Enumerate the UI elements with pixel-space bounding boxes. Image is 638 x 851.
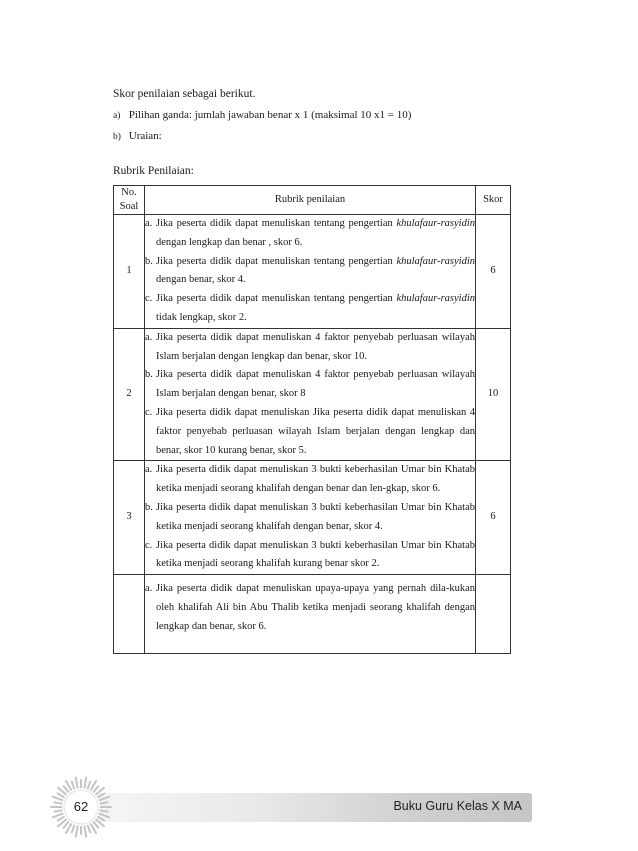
header-no-line1: No. [121, 187, 137, 198]
criteria-text [156, 253, 475, 291]
criteria-text: Jika peserta didik dapat menuliskan 3 bukti keberhasilan Umar bin Khatab ketika menjadi seorang khalifah kurang benar skor 2. [156, 539, 475, 570]
criteria-mark: a. [145, 464, 153, 476]
page-number-badge [50, 776, 112, 838]
criteria-text-main: Jika peserta didik dapat menuliskan tentang pengertian [156, 293, 397, 305]
criteria-mark: b. [145, 369, 153, 381]
header-no-soal [114, 186, 145, 215]
table-row [114, 328, 511, 461]
header-skor: Skor [476, 186, 511, 215]
criteria-item [145, 215, 475, 253]
criteria-text: Jika peserta didik dapat menuliskan Jika peserta didik dapat menuliskan 4 faktor penyebab perluasan wilayah Islam berjalan dengan lengkap dan benar, skor 10 kurang benar, skor 5. [156, 406, 475, 456]
criteria-item [145, 461, 475, 499]
item-label: a) [113, 111, 121, 121]
table-row [114, 575, 511, 653]
criteria-item [145, 499, 475, 537]
criteria-mark: c. [145, 293, 153, 305]
scoring-item-essay [113, 126, 533, 147]
criteria-mark: c. [145, 406, 153, 418]
question-number: 1 [114, 215, 145, 329]
criteria-mark: c. [145, 539, 153, 551]
score-value [476, 575, 511, 653]
item-label: b) [113, 132, 121, 142]
rubric-title: Rubrik Penilaian: [113, 165, 194, 177]
score-value: 10 [476, 328, 511, 461]
header-rubrik: Rubrik penilaian [145, 186, 476, 215]
criteria-term: khulafaur-rasyidin [396, 218, 475, 229]
footer-bar [74, 793, 532, 822]
criteria-item [145, 404, 475, 460]
scoring-item-multiple-choice [113, 105, 533, 126]
criteria-item [145, 290, 475, 328]
criteria-text: Jika peserta didik dapat menuliskan 3 bukti keberhasilan Umar bin Khatab ketika menjadi seorang khalifah dengan benar dan len-gkap, skor 6. [156, 464, 475, 495]
header-no-line2: Soal [119, 201, 139, 212]
criteria-mark: b. [145, 501, 153, 513]
criteria-item [145, 366, 475, 404]
intro-section [113, 84, 533, 147]
criteria-item [145, 537, 475, 575]
criteria-cell [145, 328, 476, 461]
question-number: 2 [114, 328, 145, 461]
criteria-cell [145, 461, 476, 575]
criteria-text: Jika peserta didik dapat menuliskan 3 bukti keberhasilan Umar bin Khatab ketika menjadi seorang khalifah dengan benar, skor 4. [156, 501, 475, 532]
criteria-cell [145, 575, 476, 653]
criteria-text: Jika peserta didik dapat menuliskan upaya-upaya yang pernah dila-kukan oleh khalifah Ali bin Abu Thalib ketika menjadi seorang khalifah dengan lengkap dan benar, skor 6. [156, 583, 475, 632]
question-number [114, 575, 145, 653]
score-value: 6 [476, 215, 511, 329]
criteria-term: khulafaur-rasyidin [396, 293, 475, 305]
rubric-table [113, 185, 511, 654]
criteria-item [145, 580, 475, 636]
table-header-row [114, 186, 511, 215]
criteria-mark: a. [145, 331, 153, 343]
criteria-text [156, 290, 475, 328]
criteria-text: Jika peserta didik dapat menuliskan 4 faktor penyebab perluasan wilayah Islam berjalan dengan benar, skor 8 [156, 369, 475, 400]
table-row [114, 461, 511, 575]
criteria-text-main: Jika peserta didik dapat menuliskan tentang pengertian [156, 218, 397, 229]
criteria-text: Jika peserta didik dapat menuliskan 4 faktor penyebab perluasan wilayah Islam berjalan dengan lengkap dan benar, skor 10. [156, 331, 475, 362]
page-number: 62 [73, 799, 89, 814]
criteria-text-tail: tidak lengkap, skor 2. [156, 311, 247, 323]
criteria-text [156, 215, 475, 253]
item-text: Pilihan ganda: jumlah jawaban benar x 1 (maksimal 10 x1 = 10) [128, 109, 412, 121]
criteria-mark: a. [145, 583, 153, 595]
criteria-cell [145, 215, 476, 329]
item-text: Uraian: [128, 130, 162, 142]
criteria-item [145, 253, 475, 291]
scoring-heading: Skor penilaian sebagai berikut. [113, 88, 256, 100]
criteria-text-tail: dengan lengkap dan benar , skor 6. [156, 236, 303, 248]
criteria-term: khulafaur-rasyidin [396, 255, 475, 267]
book-title: Buku Guru Kelas X MA [393, 799, 522, 813]
score-value: 6 [476, 461, 511, 575]
table-row [114, 215, 511, 329]
criteria-text-tail: dengan benar, skor 4. [156, 274, 246, 286]
criteria-mark: b. [145, 255, 153, 267]
criteria-mark: a. [145, 218, 153, 229]
criteria-text-main: Jika peserta didik dapat menuliskan tentang pengertian [156, 255, 397, 267]
criteria-item [145, 329, 475, 367]
question-number: 3 [114, 461, 145, 575]
